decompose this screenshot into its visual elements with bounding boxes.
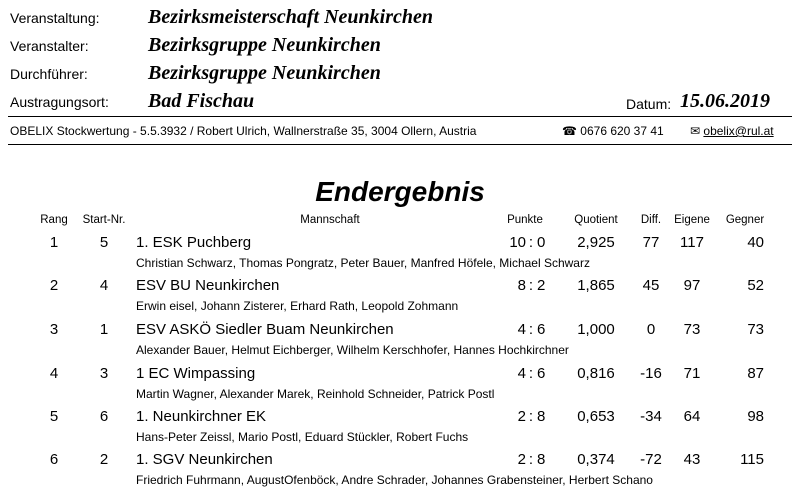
team-name: 1. ESK Puchberg xyxy=(136,234,252,251)
quotient-cell: 2,925 xyxy=(577,234,615,251)
phone-number: 0676 620 37 41 xyxy=(580,124,664,138)
value-veranstaltung: Bezirksmeisterschaft Neunkirchen xyxy=(148,6,434,28)
rang-cell: 4 xyxy=(49,365,59,382)
label-austragungsort: Austragungsort: xyxy=(10,94,109,110)
quotient-cell: 1,865 xyxy=(577,277,615,294)
label-veranstaltung: Veranstaltung: xyxy=(10,10,100,26)
punkte-left: 4 xyxy=(517,365,526,382)
col-punkte: Punkte xyxy=(507,214,543,226)
rang-cell: 2 xyxy=(49,277,59,294)
team-name: ESV BU Neunkirchen xyxy=(136,277,280,294)
label-durchfuehrer: Durchführer: xyxy=(10,66,88,82)
team-members: Alexander Bauer, Helmut Eichberger, Wilhelm Kerschhofer, Hannes Hochkirchner xyxy=(136,343,569,357)
punkte-right: 6 xyxy=(537,321,546,338)
col-gegner: Gegner xyxy=(725,214,765,226)
team-members: Martin Wagner, Alexander Marek, Reinhold Schneider, Patrick Postl xyxy=(136,387,495,401)
startnr-cell: 5 xyxy=(99,234,109,251)
software-info: OBELIX Stockwertung - 5.5.3932 / Robert Ulrich, Wallnerstraße 35, 3004 Ollern, Austria xyxy=(10,124,477,138)
rang-cell: 1 xyxy=(49,234,59,251)
team-name: ESV ASKÖ Siedler Buam Neunkirchen xyxy=(136,321,394,338)
quotient-cell: 0,816 xyxy=(577,365,615,382)
col-rang: Rang xyxy=(40,214,68,226)
punkte-left: 10 xyxy=(509,234,526,251)
punkte-sep: : xyxy=(528,321,534,338)
col-mannschaft: Mannschaft xyxy=(300,214,360,226)
rang-cell: 6 xyxy=(49,451,59,468)
table-row xyxy=(0,277,800,321)
punkte-sep: : xyxy=(528,451,534,468)
eigene-cell: 64 xyxy=(683,408,701,425)
diff-cell: 77 xyxy=(642,234,660,251)
table-row xyxy=(0,451,800,495)
table-row xyxy=(0,321,800,365)
rang-cell: 5 xyxy=(49,408,59,425)
diff-cell: -72 xyxy=(640,451,662,468)
table-row xyxy=(0,234,800,278)
startnr-cell: 4 xyxy=(99,277,109,294)
punkte-sep: : xyxy=(528,365,534,382)
punkte-left: 8 xyxy=(517,277,526,294)
datum-value: 15.06.2019 xyxy=(680,90,770,112)
startnr-cell: 3 xyxy=(99,365,109,382)
datum-label: Datum: xyxy=(626,96,672,112)
team-members: Erwin eisel, Johann Zisterer, Erhard Rath, Leopold Zohmann xyxy=(136,299,459,313)
team-name: 1. SGV Neunkirchen xyxy=(136,451,273,468)
quotient-cell: 0,653 xyxy=(577,408,615,425)
diff-cell: 45 xyxy=(642,277,660,294)
label-veranstalter: Veranstalter: xyxy=(10,38,89,54)
punkte-right: 8 xyxy=(537,451,546,468)
punkte-right: 6 xyxy=(537,365,546,382)
rang-cell: 3 xyxy=(49,321,59,338)
eigene-cell: 43 xyxy=(683,451,701,468)
eigene-cell: 73 xyxy=(683,321,701,338)
punkte-right: 8 xyxy=(537,408,546,425)
eigene-cell: 117 xyxy=(680,234,704,251)
punkte-sep: : xyxy=(528,234,534,251)
diff-cell: 0 xyxy=(646,321,656,338)
info-divider xyxy=(8,144,792,145)
punkte-left: 2 xyxy=(517,408,526,425)
punkte-sep: : xyxy=(528,408,534,425)
table-row xyxy=(0,408,800,452)
startnr-cell: 6 xyxy=(99,408,109,425)
gegner-cell: 52 xyxy=(747,277,764,294)
team-members: Christian Schwarz, Thomas Pongratz, Peter Bauer, Manfred Höfele, Michael Schwarz xyxy=(136,256,590,270)
phone-icon: ☎ xyxy=(562,124,577,138)
startnr-cell: 2 xyxy=(99,451,109,468)
table-row xyxy=(0,365,800,409)
gegner-cell: 73 xyxy=(747,321,764,338)
value-durchfuehrer: Bezirksgruppe Neunkirchen xyxy=(148,62,381,84)
eigene-cell: 71 xyxy=(683,365,701,382)
team-name: 1 EC Wimpassing xyxy=(136,365,256,382)
quotient-cell: 0,374 xyxy=(577,451,615,468)
gegner-cell: 40 xyxy=(747,234,764,251)
punkte-right: 2 xyxy=(537,277,546,294)
diff-cell: -34 xyxy=(640,408,662,425)
startnr-cell: 1 xyxy=(99,321,109,338)
col-eigene: Eigene xyxy=(674,214,710,226)
email-link[interactable]: obelix@rul.at xyxy=(703,124,774,138)
email-info[interactable] xyxy=(690,124,774,138)
header-divider xyxy=(8,116,792,117)
gegner-cell: 98 xyxy=(747,408,764,425)
envelope-icon: ✉ xyxy=(690,124,701,138)
col-startnr: Start-Nr. xyxy=(82,214,126,226)
punkte-right: 0 xyxy=(537,234,546,251)
punkte-left: 2 xyxy=(517,451,526,468)
team-members: Hans-Peter Zeissl, Mario Postl, Eduard Stückler, Robert Fuchs xyxy=(136,430,469,444)
diff-cell: -16 xyxy=(640,365,662,382)
value-austragungsort: Bad Fischau xyxy=(148,90,255,112)
team-name: 1. Neunkirchner EK xyxy=(136,408,267,425)
gegner-cell: 87 xyxy=(747,365,764,382)
gegner-cell: 115 xyxy=(740,451,764,468)
quotient-cell: 1,000 xyxy=(577,321,615,338)
phone-info xyxy=(562,124,664,138)
team-members: Friedrich Fuhrmann, AugustOfenböck, Andre Schrader, Johannes Grabensteiner, Herbert Schano xyxy=(136,473,653,487)
page-title: Endergebnis xyxy=(315,176,485,207)
col-quotient: Quotient xyxy=(574,214,618,226)
punkte-left: 4 xyxy=(517,321,526,338)
value-veranstalter: Bezirksgruppe Neunkirchen xyxy=(148,34,381,56)
col-diff: Diff. xyxy=(640,214,662,226)
eigene-cell: 97 xyxy=(683,277,701,294)
punkte-sep: : xyxy=(528,277,534,294)
